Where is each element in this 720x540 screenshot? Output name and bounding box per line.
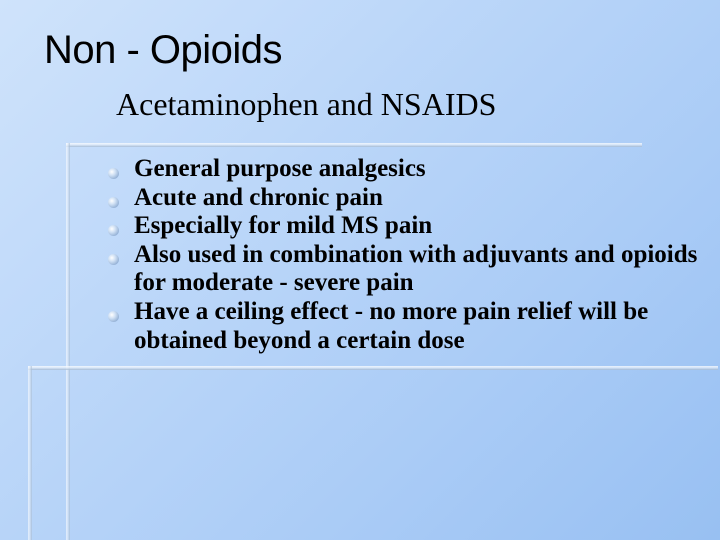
divider-rule [66,143,642,147]
bullet-item [104,155,704,184]
bullet-text: Have a ceiling effect - no more pain relief will be obtained beyond a certain dose [134,297,649,354]
slide-title: Non - Opioids [44,28,283,72]
bullet-dot-icon [108,254,119,265]
bullet-item [104,241,704,298]
bullet-dot-icon [108,311,119,322]
bullet-text: Acute and chronic pain [134,183,383,211]
bullet-item [104,298,704,355]
bullet-dot-icon [108,168,119,179]
bullet-text: General purpose analgesics [134,155,426,182]
slide-subtitle: Acetaminophen and NSAIDS [116,86,497,122]
bullet-dot-icon [108,225,119,236]
divider-rule [28,366,718,370]
bullet-item [104,212,704,241]
bullet-text: Also used in combination with adjuvants and opioids for moderate - severe pain [134,240,698,297]
bullet-text: Especially for mild MS pain [134,212,433,240]
bullet-list [104,155,704,355]
bullet-item [104,184,704,213]
divider-rule [28,366,32,540]
divider-rule [66,143,70,540]
bullet-dot-icon [108,197,119,208]
